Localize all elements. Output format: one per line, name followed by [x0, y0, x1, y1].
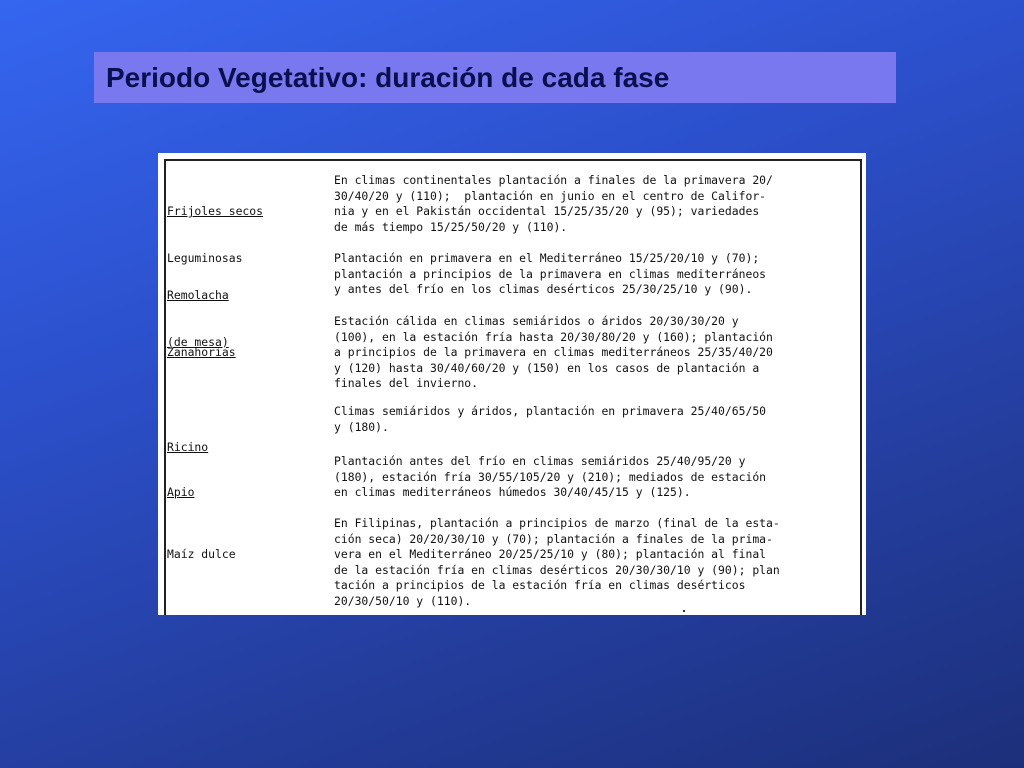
description-line: de más tiempo 15/25/50/20 y (110). — [334, 219, 568, 234]
crop-description — [334, 173, 854, 235]
description-line: Climas semiáridos y áridos, plantación en primavera 25/40/65/50 — [334, 404, 767, 418]
slide-title-bar — [94, 52, 896, 103]
description-line: (180), estación fría 30/55/105/20 y (210); mediados de estación — [334, 469, 767, 484]
description-line: 30/40/20 y (110); plantación en junio en el centro de Califor- — [334, 188, 767, 203]
crop-name-line: Remolacha — [167, 288, 229, 303]
crop-description — [334, 404, 854, 435]
scanned-document — [158, 153, 866, 615]
description-line: nia y en el Pakistán occidental 15/25/35/20 y (95); variedades — [334, 204, 760, 219]
description-line: en climas mediterráneos húmedos 30/40/45/15 y (125). — [334, 485, 691, 500]
description-line: En climas continentales plantación a finales de la primavera 20/ — [334, 173, 773, 187]
crop-description — [334, 314, 854, 392]
description-line: Plantación antes del frío en climas semiáridos 25/40/95/20 y — [334, 454, 746, 468]
crop-description — [334, 516, 854, 610]
description-line: tación a principios de la estación fría en climas desérticos — [334, 578, 746, 593]
crop-description — [334, 454, 854, 501]
crop-name — [167, 516, 317, 594]
crop-description — [334, 251, 854, 298]
description-line: 20/30/50/10 y (110). — [334, 593, 472, 608]
description-line: de la estación fría en climas desérticos 20/30/30/10 y (90); plan — [334, 562, 780, 577]
description-line: y (180). — [334, 419, 389, 434]
description-line: a principios de la primavera en climas mediterráneos 25/35/40/20 — [334, 345, 773, 360]
crop-name-line: Leguminosas — [167, 250, 243, 265]
description-line: y (120) hasta 30/40/60/20 y (150) en los casos de plantación a — [334, 360, 760, 375]
description-line: plantación a principios de la primavera en climas mediterráneos — [334, 266, 767, 281]
crop-name — [167, 314, 317, 392]
crop-name-line: Ricino — [167, 440, 209, 455]
description-line: ción seca) 20/20/30/10 y (70); plantación a finales de la prima- — [334, 531, 773, 546]
crop-name-line: Maíz dulce — [167, 547, 236, 562]
scan-speck — [683, 610, 685, 612]
description-line: En Filipinas, plantación a principios de marzo (final de la esta- — [334, 516, 780, 530]
slide-title: Periodo Vegetativo: duración de cada fase — [106, 61, 670, 93]
description-line: Estación cálida en climas semiáridos o áridos 20/30/30/20 y — [334, 314, 739, 328]
description-line: Plantación en primavera en el Mediterráneo 15/25/20/10 y (70); — [334, 251, 760, 265]
crop-name-line: Frijoles secos — [167, 204, 264, 219]
description-line: (100), en la estación fría hasta 20/30/80/20 y (160); plantación — [334, 329, 773, 344]
crop-name-line: (de mesa) — [167, 334, 229, 349]
crop-name-line: Apio — [167, 485, 195, 500]
description-line: vera en el Mediterráneo 20/25/25/10 y (80); plantación al final — [334, 547, 767, 562]
crop-name-line: Zanahorias — [167, 345, 236, 360]
description-line: y antes del frío en los climas desérticos 25/30/25/10 y (90). — [334, 282, 753, 297]
description-line: finales del invierno. — [334, 376, 479, 391]
